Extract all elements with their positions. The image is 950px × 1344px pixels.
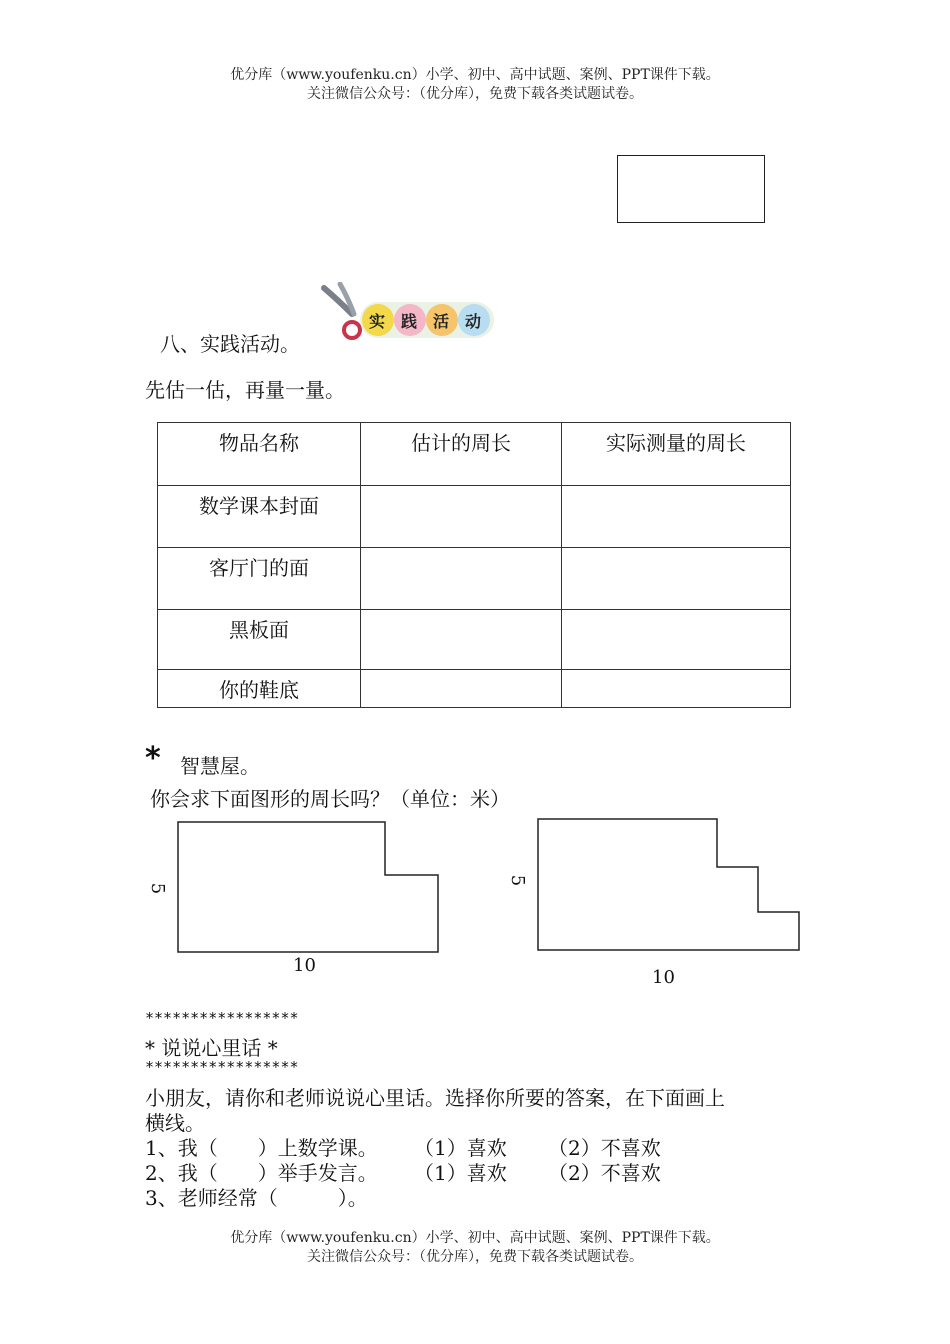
wisdom-star: * bbox=[145, 741, 161, 776]
table-row bbox=[158, 486, 791, 548]
talk-item-1-option-1[interactable]: （1）喜欢 bbox=[414, 1136, 507, 1160]
badge-char-2: 践 bbox=[401, 312, 418, 331]
table-header-cell: 实际测量的周长 bbox=[562, 423, 791, 486]
badge-bubble-2 bbox=[394, 304, 426, 336]
talk-item-1-option-2[interactable]: （2）不喜欢 bbox=[548, 1136, 661, 1160]
table-row bbox=[158, 548, 791, 610]
footer-line-2: 关注微信公众号：（优分库），免费下载各类试题试卷。 bbox=[307, 1249, 643, 1265]
talk-item-2-option-1[interactable]: （1）喜欢 bbox=[414, 1161, 507, 1185]
table-row bbox=[158, 610, 791, 670]
table-cell-estimate[interactable] bbox=[361, 548, 562, 610]
table-cell-actual[interactable] bbox=[562, 670, 791, 708]
figure-2-width-label: 10 bbox=[652, 967, 675, 988]
talk-item-1-stem: 1、我（ ）上数学课。 bbox=[145, 1136, 378, 1160]
table-header-cell: 估计的周长 bbox=[361, 423, 562, 486]
footer-line-1: 优分库（www.youfenku.cn）小学、初中、高中试题、案例、PPT课件下载。 bbox=[230, 1230, 720, 1246]
header-line-2: 关注微信公众号：（优分库），免费下载各类试题试卷。 bbox=[307, 86, 643, 102]
figure-2-outline bbox=[538, 819, 799, 950]
table-cell-actual[interactable] bbox=[562, 548, 791, 610]
table-cell-item: 黑板面 bbox=[158, 610, 361, 670]
talk-item-2-stem: 2、我（ ）举手发言。 bbox=[145, 1161, 378, 1185]
practice-activity-badge bbox=[318, 282, 496, 346]
section8-instruction: 先估一估，再量一量。 bbox=[145, 378, 345, 402]
table-cell-item: 你的鞋底 bbox=[158, 670, 361, 708]
table-cell-actual[interactable] bbox=[562, 486, 791, 548]
table-cell-item: 数学课本封面 bbox=[158, 486, 361, 548]
table-header-cell: 物品名称 bbox=[158, 423, 361, 486]
table-cell-item: 客厅门的面 bbox=[158, 548, 361, 610]
perimeter-table bbox=[157, 422, 791, 708]
answer-box bbox=[617, 155, 765, 223]
badge-bubble-1 bbox=[362, 304, 394, 336]
figure-1-height-label: 5 bbox=[147, 882, 169, 895]
section8-title: 八、实践活动。 bbox=[160, 332, 300, 356]
badge-char-4: 动 bbox=[465, 312, 482, 331]
figure-1-width-label: 10 bbox=[293, 955, 316, 976]
talk-title: * 说说心里话 * bbox=[145, 1036, 278, 1060]
talk-stars-bottom: ***************** bbox=[145, 1058, 299, 1076]
badge-bubble-3 bbox=[426, 304, 458, 336]
badge-bubble-4 bbox=[458, 304, 490, 336]
page-footer bbox=[0, 1229, 950, 1267]
wisdom-title: 智慧屋。 bbox=[180, 754, 260, 778]
table-cell-estimate[interactable] bbox=[361, 670, 562, 708]
talk-item-2-option-2[interactable]: （2）不喜欢 bbox=[548, 1161, 661, 1185]
header-line-1: 优分库（www.youfenku.cn）小学、初中、高中试题、案例、PPT课件下载。 bbox=[230, 67, 720, 83]
table-cell-estimate[interactable] bbox=[361, 610, 562, 670]
talk-item-3-stem: 3、老师经常（ ）。 bbox=[145, 1186, 368, 1210]
wisdom-question: 你会求下面图形的周长吗？（单位：米） bbox=[150, 787, 510, 811]
badge-char-1: 实 bbox=[369, 312, 386, 331]
table-header-row bbox=[158, 423, 791, 486]
talk-stars-top: ***************** bbox=[145, 1009, 299, 1027]
figure-1-outline bbox=[178, 822, 438, 952]
figure-2 bbox=[510, 810, 810, 980]
badge-char-3: 活 bbox=[433, 312, 450, 331]
page-header bbox=[0, 66, 950, 104]
table-cell-estimate[interactable] bbox=[361, 486, 562, 548]
table-cell-actual[interactable] bbox=[562, 610, 791, 670]
table-row bbox=[158, 670, 791, 708]
figure-2-height-label: 5 bbox=[507, 874, 529, 887]
talk-intro-line-1: 小朋友，请你和老师说说心里话。选择你所要的答案，在下面画上 bbox=[145, 1086, 725, 1110]
talk-intro-line-2: 横线。 bbox=[145, 1111, 205, 1135]
